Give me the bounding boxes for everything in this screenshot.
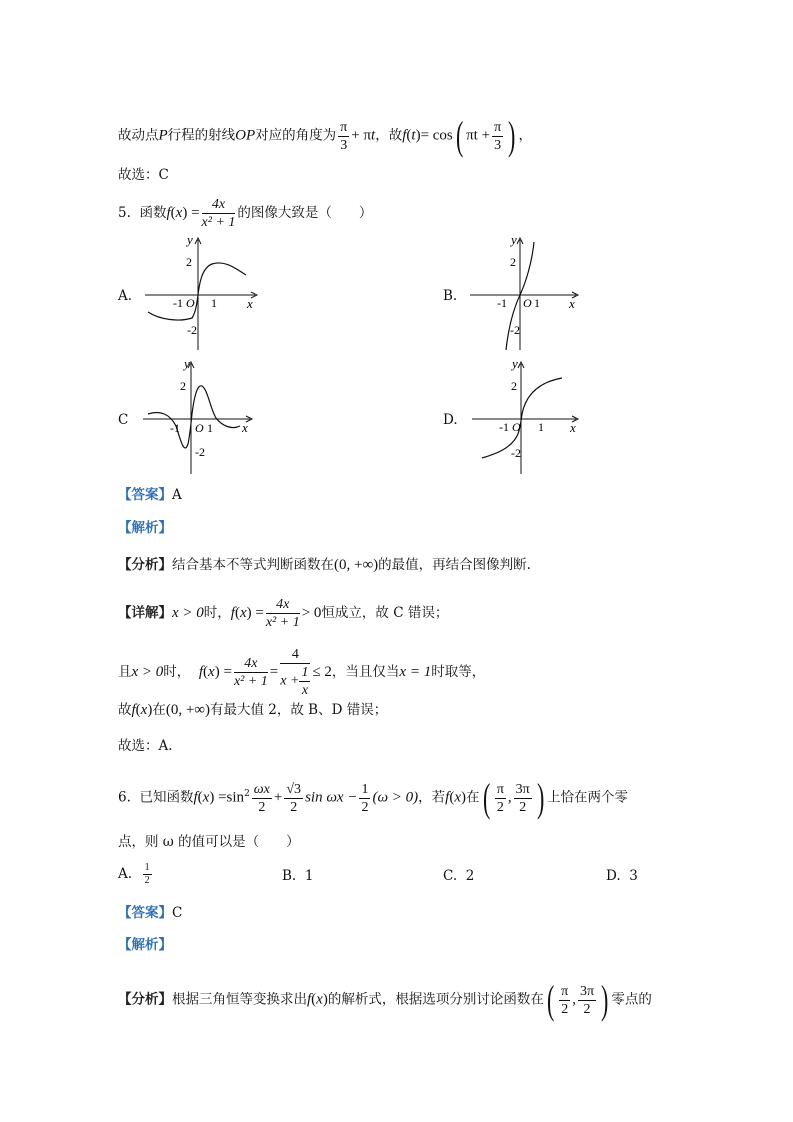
option-a-label: A. xyxy=(118,288,133,304)
q6-option-b[interactable]: B. 1 xyxy=(282,868,314,884)
graph-c-tick-neg1: -1 xyxy=(170,421,180,435)
option-d-label: D. xyxy=(443,412,458,428)
q6-option-a[interactable]: A. $\frac{1}{2}$ xyxy=(118,862,150,886)
graph-b xyxy=(466,232,586,354)
graph-c-x-label: x xyxy=(242,420,248,435)
analysis-header-q5: 【解析】 xyxy=(118,520,172,536)
graph-a-y-label: y xyxy=(187,232,193,247)
answer-q4: 故选：C xyxy=(118,167,169,183)
analysis-q6: 【分析】根据三角恒等变换求出f(x)的解析式，根据选项分别讨论函数在( $\frac{\pi}{2}$ , $\frac{3\pi}{2}$ ) 零点的 xyxy=(118,977,652,1022)
analysis-header-q6: 【解析】 xyxy=(118,937,172,953)
graph-c-tick-1: 1 xyxy=(207,421,213,435)
answer-q6: 【答案】C xyxy=(118,905,183,921)
graph-a-x-label: x xyxy=(247,296,253,311)
question-5: 5. 函数f(x) = $\frac{4x}{\text{x² + 1}}$ 的图像大致是（ ） xyxy=(118,197,373,230)
graph-c-tick-2: 2 xyxy=(180,379,186,393)
graph-d-x-label: x xyxy=(570,420,576,435)
graph-b-tick-neg2: -2 xyxy=(510,323,520,337)
graph-c xyxy=(140,356,260,476)
text-line-1: 故动点P行程的射线OP对应的角度为 $\frac{\pi}{3}$ + πt，故f(t)= cos( πt + $\frac{\pi}{3}$ ) ， xyxy=(118,113,532,158)
graph-b-tick-1: 1 xyxy=(534,296,540,310)
graph-d-origin: O xyxy=(512,420,521,434)
graph-d xyxy=(466,356,586,476)
graph-d-tick-2: 2 xyxy=(511,379,517,393)
graph-a xyxy=(140,232,265,354)
q6-option-c[interactable]: C. 2 xyxy=(443,868,475,884)
option-c-label: C xyxy=(118,412,129,428)
graph-b-y-label: y xyxy=(511,232,517,247)
graph-b-origin: O xyxy=(523,296,532,310)
graph-a-tick-1: 1 xyxy=(211,296,217,310)
detail-q5-line2: 且x > 0时， f(x) = $\frac{4x}{\text{x² + 1}}$ = 4 x + $\frac{1}{x}$ ≤ 2，当且仅当x = 1时取等， xyxy=(118,647,486,698)
graph-b-x-label: x xyxy=(569,296,575,311)
detail-q5-line3: 故f(x)在(0, +∞)有最大值 2，故 B、D 错误； xyxy=(118,702,388,718)
answer-q5-final: 故选：A. xyxy=(118,738,173,754)
q6-option-d[interactable]: D. 3 xyxy=(606,868,638,884)
option-b-label: B. xyxy=(443,288,458,304)
analysis-q5: 【分析】结合基本不等式判断函数在(0, +∞)的最值，再结合图像判断. xyxy=(118,557,531,573)
graph-a-tick-neg1: -1 xyxy=(173,296,183,310)
graph-d-tick-neg1: -1 xyxy=(499,420,509,434)
graph-a-tick-2: 2 xyxy=(186,255,192,269)
detail-q5: 【详解】x > 0时，f(x) = $\frac{4x}{\text{x² + 1}}$ > 0恒成立，故 C 错误； xyxy=(118,597,449,630)
graph-d-tick-1: 1 xyxy=(538,420,544,434)
graph-b-tick-neg1: -1 xyxy=(497,296,507,310)
graph-c-tick-neg2: -2 xyxy=(195,445,205,459)
question-6-line2: 点，则 ω 的值可以是（ ） xyxy=(118,834,300,850)
graph-c-origin: O xyxy=(195,421,204,435)
graph-b-tick-2: 2 xyxy=(510,255,516,269)
graph-d-tick-neg2: -2 xyxy=(511,446,521,460)
graph-a-origin: O xyxy=(186,296,195,310)
question-6: 6. 已知函数$f(x) =\sin^2$ $\frac{\omega x}{2}$ + $\frac{√3}{2}$ sin ωx − $\frac{1}{2}$ (ω > 0)，若f(x)在( $\frac{\pi}{2}$ , $\frac{3\pi}{2}$ ) 上恰在两个零 xyxy=(118,775,629,820)
graph-d-y-label: y xyxy=(512,356,518,371)
graph-c-y-label: y xyxy=(184,356,190,371)
graph-a-tick-neg2: -2 xyxy=(187,323,197,337)
answer-q5: 【答案】A xyxy=(118,487,182,503)
